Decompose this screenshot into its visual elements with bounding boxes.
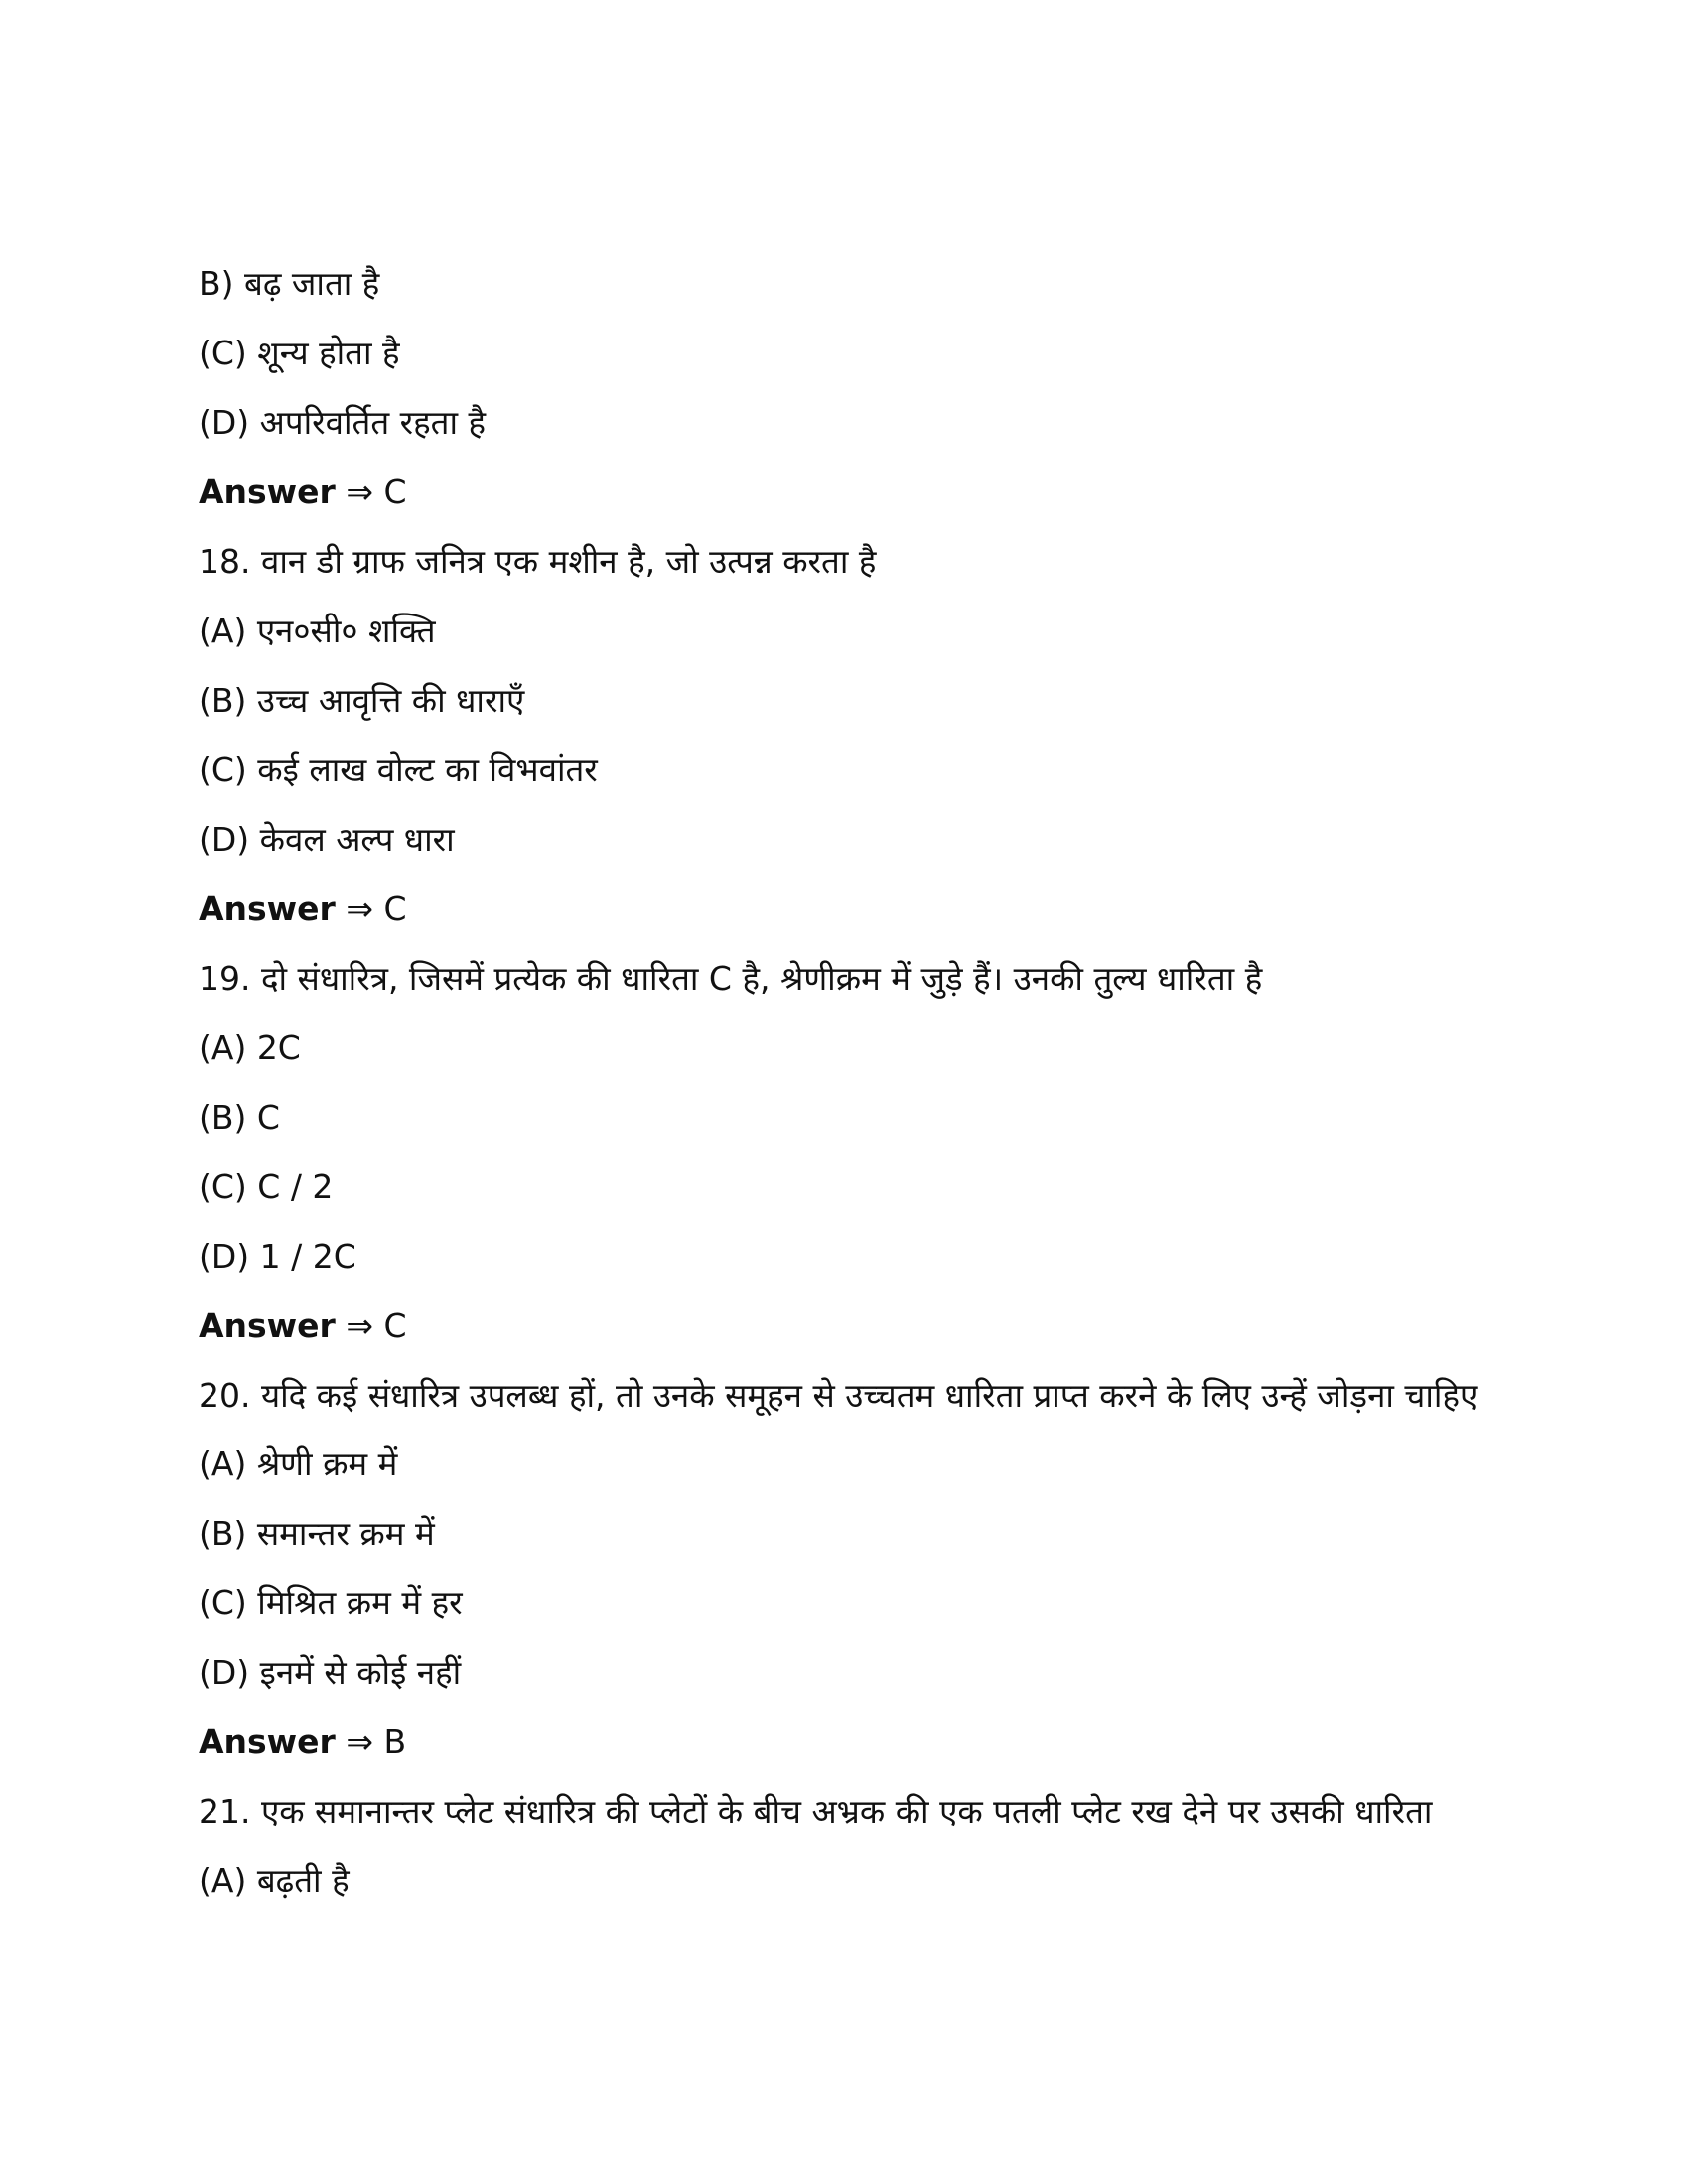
option-19-c: (C) C / 2 bbox=[199, 1167, 334, 1206]
option-18-b: (B) उच्च आवृत्ति की धाराएँ bbox=[199, 681, 525, 720]
answer-value: ⇒ C bbox=[346, 1306, 407, 1345]
answer-value: ⇒ B bbox=[346, 1722, 407, 1761]
answer-label: Answer bbox=[199, 1306, 336, 1345]
answer-17 bbox=[199, 469, 1489, 516]
option-18-c: (C) कई लाख वोल्ट का विभवांतर bbox=[199, 751, 598, 789]
option-18-d: (D) केवल अल्प धारा bbox=[199, 820, 455, 859]
option-19-d: (D) 1 / 2C bbox=[199, 1237, 356, 1276]
answer-value: ⇒ C bbox=[346, 473, 407, 511]
option-17-c: (C) शून्य होता है bbox=[199, 334, 400, 372]
answer-label: Answer bbox=[199, 473, 336, 511]
document-page bbox=[199, 260, 1489, 1927]
option-19-a: (A) 2C bbox=[199, 1028, 301, 1067]
option-18-a: (A) एन०सी० शक्ति bbox=[199, 612, 436, 650]
answer-label: Answer bbox=[199, 889, 336, 928]
option-20-c: (C) मिश्रित क्रम में हर bbox=[199, 1583, 463, 1622]
answer-19 bbox=[199, 1302, 1489, 1350]
question-19: 19. दो संधारित्र, जिसमें प्रत्येक की धारिता C है, श्रेणीक्रम में जुड़े हैं। उनकी तुल्य धारिता है bbox=[199, 959, 1263, 998]
answer-value: ⇒ C bbox=[346, 889, 407, 928]
question-18: 18. वान डी ग्राफ जनित्र एक मशीन है, जो उत्पन्न करता है bbox=[199, 542, 877, 581]
answer-18 bbox=[199, 886, 1489, 933]
option-17-d: (D) अपरिवर्तित रहता है bbox=[199, 403, 487, 442]
question-20: 20. यदि कई संधारित्र उपलब्ध हों, तो उनके समूहन से उच्चतम धारिता प्राप्त करने के लिए उन्हें जोड़ना चाहिए bbox=[199, 1376, 1478, 1415]
option-20-d: (D) इनमें से कोई नहीं bbox=[199, 1653, 462, 1692]
option-21-a: (A) बढ़ती है bbox=[199, 1861, 350, 1900]
answer-label: Answer bbox=[199, 1722, 336, 1761]
answer-20 bbox=[199, 1718, 1489, 1766]
option-19-b: (B) C bbox=[199, 1098, 280, 1137]
option-20-a: (A) श्रेणी क्रम में bbox=[199, 1444, 398, 1483]
question-21: 21. एक समानान्तर प्लेट संधारित्र की प्लेटों के बीच अभ्रक की एक पतली प्लेट रख देने पर उसकी धारिता bbox=[199, 1792, 1433, 1831]
option-20-b: (B) समान्तर क्रम में bbox=[199, 1514, 435, 1553]
option-17-b: B) बढ़ जाता है bbox=[199, 264, 380, 303]
